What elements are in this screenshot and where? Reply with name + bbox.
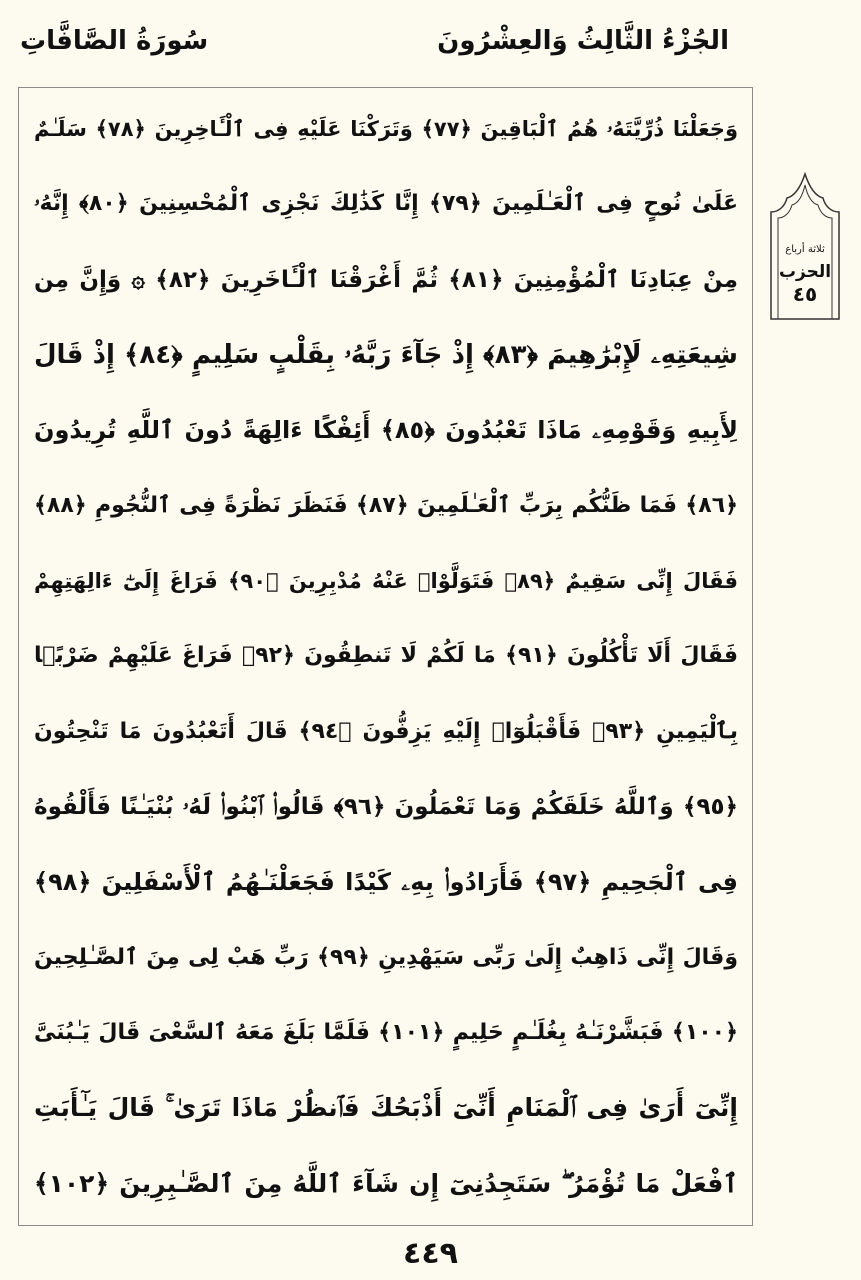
text-line: فَقَالَ إِنِّى سَقِيمٌ ﴿٨٩﴾ فَتَوَلَّوْا۟ عَنْهُ مُدْبِرِينَ ﴿٩٠﴾ فَرَاغَ إِلَىٰٓ ءَالِهَتِهِمْ (34, 569, 738, 594)
hizb-word: الحزب (778, 262, 832, 282)
surah-title: سُورَةُ الصَّافَّاتِ (20, 26, 209, 56)
text-line: مِنْ عِبَادِنَا ٱلْمُؤْمِنِينَ ﴿٨١﴾ ثُمَّ أَغْرَقْنَا ٱلْـَٔاخَرِينَ ﴿٨٢﴾ ۞ وَإِنَّ مِن (34, 266, 738, 293)
text-line: إِنِّىٓ أَرَىٰ فِى ٱلْمَنَامِ أَنِّىٓ أَذْبَحُكَ فَٱنظُرْ مَاذَا تَرَىٰ ۚ قَالَ يَـٰٓأَبَتِ (34, 1093, 738, 1123)
juz-title: الجُزْءُ الثَّالِثُ وَالعِشْرُونَ (437, 26, 729, 56)
text-line: ﴿١٠٠﴾ فَبَشَّرْنَـٰهُ بِغُلَـٰمٍ حَلِيمٍ ﴿١٠١﴾ فَلَمَّا بَلَغَ مَعَهُ ٱلسَّعْىَ قَالَ يَـٰبُنَىَّ (34, 1020, 738, 1046)
text-line: لِأَبِيهِ وَقَوْمِهِۦ مَاذَا تَعْبُدُونَ ﴿٨٥﴾ أَئِفْكًا ءَالِهَةً دُونَ ٱللَّهِ تُرِيدُونَ (34, 416, 738, 445)
text-line: فَقَالَ أَلَا تَأْكُلُونَ ﴿٩١﴾ مَا لَكُمْ لَا تَنطِقُونَ ﴿٩٢﴾ فَرَاغَ عَلَيْهِمْ ضَرْبًۢا (34, 643, 738, 669)
text-line: ٱفْعَلْ مَا تُؤْمَرُ ۖ سَتَجِدُنِىٓ إِن شَآءَ ٱللَّهُ مِنَ ٱلصَّـٰبِرِينَ ﴿١٠٢﴾ (34, 1168, 738, 1198)
text-line: بِٱلْيَمِينِ ﴿٩٣﴾ فَأَقْبَلُوٓا۟ إِلَيْهِ يَزِفُّونَ ﴿٩٤﴾ قَالَ أَتَعْبُدُونَ مَا تَنْحِتُونَ (34, 718, 738, 744)
quran-text-block (34, 94, 738, 1219)
page-number: ٤٤٩ (403, 1236, 458, 1271)
text-line: ﴿٩٥﴾ وَٱللَّهُ خَلَقَكُمْ وَمَا تَعْمَلُونَ ﴿٩٦﴾ قَالُوا۟ ٱبْنُوا۟ لَهُۥ بُنْيَـٰنًا فَأَلْقُوهُ (34, 794, 738, 821)
page-header (20, 18, 729, 64)
text-line: وَجَعَلْنَا ذُرِّيَّتَهُۥ هُمُ ٱلْبَاقِينَ ﴿٧٧﴾ وَتَرَكْنَا عَلَيْهِ فِى ٱلْـَٔاخِرِينَ ﴿٧٨﴾ سَلَـٰمٌ (34, 117, 738, 141)
text-line: عَلَىٰ نُوحٍ فِى ٱلْعَـٰلَمِينَ ﴿٧٩﴾ إِنَّا كَذَٰلِكَ نَجْزِى ٱلْمُحْسِنِينَ ﴿٨٠﴾ إِنَّهُۥ (34, 191, 738, 217)
text-line: فِى ٱلْجَحِيمِ ﴿٩٧﴾ فَأَرَادُوا۟ بِهِۦ كَيْدًا فَجَعَلْنَـٰهُمُ ٱلْأَسْفَلِينَ ﴿٩٨﴾ (34, 868, 738, 897)
text-line: شِيعَتِهِۦ لَإِبْرَٰهِيمَ ﴿٨٣﴾ إِذْ جَآءَ رَبَّهُۥ بِقَلْبٍ سَلِيمٍ ﴿٨٤﴾ إِذْ قَالَ (34, 340, 738, 371)
text-line: وَقَالَ إِنِّى ذَاهِبٌ إِلَىٰ رَبِّى سَيَهْدِينِ ﴿٩٩﴾ رَبِّ هَبْ لِى مِنَ ٱلصَّـٰلِحِينَ (34, 944, 738, 970)
text-line: ﴿٨٦﴾ فَمَا ظَنُّكُم بِرَبِّ ٱلْعَـٰلَمِينَ ﴿٨٧﴾ فَنَظَرَ نَظْرَةً فِى ٱلنُّجُومِ ﴿٨٨﴾ (34, 492, 738, 518)
hizb-quarter-label: ثلاثة أرباع (785, 244, 825, 255)
hizb-number: ٤٥ (792, 282, 818, 306)
hizb-marker (769, 172, 841, 320)
